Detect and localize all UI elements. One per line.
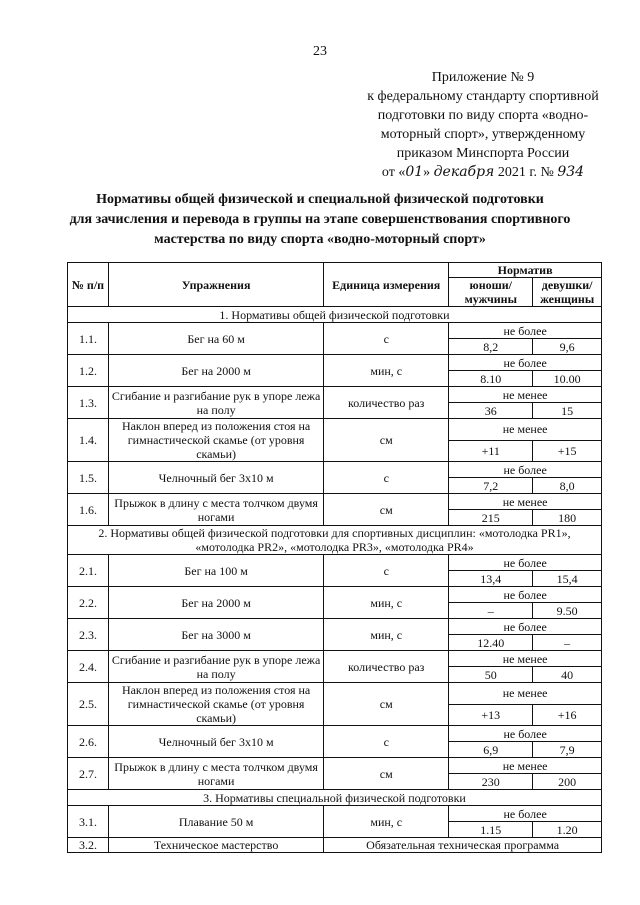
- row-male-value: 36: [449, 403, 533, 419]
- header-num: № п/п: [68, 263, 109, 307]
- row-male-value: +11: [449, 440, 533, 462]
- row-exercise: Бег на 2000 м: [108, 355, 323, 387]
- row-num: 3.1.: [68, 806, 109, 838]
- row-unit: мин, с: [324, 806, 449, 838]
- row-unit: мин, с: [324, 587, 449, 619]
- row-exercise: Прыжок в длину с места толчком двумя ногами: [108, 494, 323, 526]
- appendix-date-line: [338, 163, 628, 182]
- row-exercise: Бег на 3000 м: [108, 619, 323, 651]
- row-male-value: 7,2: [449, 478, 533, 494]
- row-male-value: 12.40: [449, 635, 533, 651]
- row-exercise: Бег на 100 м: [108, 555, 323, 587]
- row-exercise: Техническое мастерство: [108, 838, 323, 853]
- header-exercise: Упражнения: [108, 263, 323, 307]
- row-condition: не менее: [449, 387, 602, 403]
- appendix-line: подготовки по виду спорта «водно-: [377, 108, 589, 123]
- row-unit: мин, с: [324, 619, 449, 651]
- row-female-value: 9,6: [533, 339, 602, 355]
- row-unit: см: [324, 419, 449, 462]
- table-row: [68, 387, 602, 403]
- row-unit: количество раз: [324, 651, 449, 683]
- date-year: 2021 г. №: [494, 165, 558, 180]
- row-exercise: Сгибание и разгибание рук в упоре лежа на полу: [108, 387, 323, 419]
- row-male-value: 50: [449, 667, 533, 683]
- row-num: 1.6.: [68, 494, 109, 526]
- row-female-value: 15,4: [533, 571, 602, 587]
- date-prefix: от «: [381, 165, 406, 180]
- row-num: 1.3.: [68, 387, 109, 419]
- row-female-value: 8,0: [533, 478, 602, 494]
- row-condition: не менее: [449, 758, 602, 774]
- row-num: 3.2.: [68, 838, 109, 853]
- row-condition: не более: [449, 726, 602, 742]
- row-exercise: Бег на 2000 м: [108, 587, 323, 619]
- header-norm: Норматив: [449, 263, 602, 278]
- section-title: 3. Нормативы специальной физической подготовки: [68, 790, 602, 806]
- row-condition: не более: [449, 806, 602, 822]
- row-exercise: Бег на 60 м: [108, 323, 323, 355]
- row-condition: не более: [449, 587, 602, 603]
- appendix-line: Приложение № 9: [431, 70, 535, 85]
- header-unit: Единица измерения: [324, 263, 449, 307]
- table-row: [68, 651, 602, 667]
- date-month-handwritten: декабря: [433, 164, 495, 180]
- appendix-line: моторный спорт», утвержденному: [380, 127, 586, 142]
- row-condition: не более: [449, 323, 602, 339]
- date-mid: »: [423, 165, 434, 180]
- title-line: для зачисления и перевода в группы на этапе совершенствования спортивного: [69, 212, 571, 227]
- row-num: 2.6.: [68, 726, 109, 758]
- row-num: 2.7.: [68, 758, 109, 790]
- table-row: [68, 494, 602, 510]
- row-unit: см: [324, 494, 449, 526]
- table-row: [68, 419, 602, 441]
- row-exercise: Плавание 50 м: [108, 806, 323, 838]
- row-condition: не менее: [449, 494, 602, 510]
- page-number: 23: [313, 44, 327, 59]
- row-unit: см: [324, 758, 449, 790]
- row-unit: с: [324, 726, 449, 758]
- row-num: 1.2.: [68, 355, 109, 387]
- row-condition: не более: [449, 555, 602, 571]
- table-row: [68, 462, 602, 478]
- row-male-value: +13: [449, 704, 533, 726]
- row-condition: не более: [449, 462, 602, 478]
- section-title: 2. Нормативы общей физической подготовки для спортивных дисциплин: «мотолодка PR1», «мотолодка PR2», «мотолодка PR3», «мотолодка PR4»: [68, 526, 602, 555]
- row-female-value: +16: [533, 704, 602, 726]
- appendix-block: [338, 68, 628, 182]
- section-title: 1. Нормативы общей физической подготовки: [68, 307, 602, 323]
- table-row: [68, 587, 602, 603]
- row-unit: с: [324, 462, 449, 494]
- title-line: Нормативы общей физической и специальной физической подготовки: [96, 192, 544, 207]
- norms-table-body: [68, 307, 602, 853]
- header-male: юноши/ мужчины: [449, 278, 533, 307]
- row-exercise: Наклон вперед из положения стоя на гимнастической скамье (от уровня скамьи): [108, 419, 323, 462]
- row-num: 1.5.: [68, 462, 109, 494]
- table-row: [68, 323, 602, 339]
- row-num: 2.5.: [68, 683, 109, 726]
- section-row: [68, 526, 602, 555]
- row-male-value: –: [449, 603, 533, 619]
- row-male-value: 8.10: [449, 371, 533, 387]
- row-condition: не менее: [449, 651, 602, 667]
- row-male-value: 215: [449, 510, 533, 526]
- row-female-value: 40: [533, 667, 602, 683]
- row-exercise: Прыжок в длину с места толчком двумя ногами: [108, 758, 323, 790]
- order-number-handwritten: 934: [557, 164, 585, 180]
- row-program: Обязательная техническая программа: [324, 838, 602, 853]
- appendix-line: к федеральному стандарту спортивной: [367, 89, 599, 104]
- row-male-value: 6,9: [449, 742, 533, 758]
- row-num: 1.1.: [68, 323, 109, 355]
- header-female: девушки/ женщины: [533, 278, 602, 307]
- table-row: [68, 806, 602, 822]
- title-line: мастерства по виду спорта «водно-моторный спорт»: [154, 232, 486, 247]
- row-exercise: Наклон вперед из положения стоя на гимнастической скамье (от уровня скамьи): [108, 683, 323, 726]
- section-row: [68, 307, 602, 323]
- row-num: 2.4.: [68, 651, 109, 683]
- table-row: [68, 355, 602, 371]
- row-female-value: 9.50: [533, 603, 602, 619]
- row-female-value: 10.00: [533, 371, 602, 387]
- row-condition: не более: [449, 355, 602, 371]
- row-male-value: 8,2: [449, 339, 533, 355]
- table-row: [68, 758, 602, 774]
- row-female-value: 15: [533, 403, 602, 419]
- row-condition: не более: [449, 619, 602, 635]
- table-row: [68, 683, 602, 705]
- table-row: [68, 555, 602, 571]
- row-exercise: Сгибание и разгибание рук в упоре лежа на полу: [108, 651, 323, 683]
- row-num: 2.2.: [68, 587, 109, 619]
- row-male-value: 1.15: [449, 822, 533, 838]
- row-num: 1.4.: [68, 419, 109, 462]
- row-num: 2.3.: [68, 619, 109, 651]
- table-row: [68, 619, 602, 635]
- table-row: [68, 838, 602, 853]
- row-unit: с: [324, 555, 449, 587]
- section-row: [68, 790, 602, 806]
- row-unit: количество раз: [324, 387, 449, 419]
- row-num: 2.1.: [68, 555, 109, 587]
- row-unit: мин, с: [324, 355, 449, 387]
- row-unit: см: [324, 683, 449, 726]
- row-female-value: 7,9: [533, 742, 602, 758]
- norms-table: [67, 262, 602, 853]
- date-day-handwritten: 01: [405, 164, 424, 180]
- document-title: [30, 190, 610, 250]
- row-condition: не менее: [449, 419, 602, 441]
- row-female-value: +15: [533, 440, 602, 462]
- row-female-value: –: [533, 635, 602, 651]
- row-exercise: Челночный бег 3х10 м: [108, 462, 323, 494]
- row-unit: с: [324, 323, 449, 355]
- row-female-value: 1.20: [533, 822, 602, 838]
- row-condition: не менее: [449, 683, 602, 705]
- row-male-value: 230: [449, 774, 533, 790]
- row-female-value: 180: [533, 510, 602, 526]
- row-male-value: 13,4: [449, 571, 533, 587]
- appendix-line: приказом Минспорта России: [396, 146, 570, 161]
- row-exercise: Челночный бег 3х10 м: [108, 726, 323, 758]
- row-female-value: 200: [533, 774, 602, 790]
- table-row: [68, 726, 602, 742]
